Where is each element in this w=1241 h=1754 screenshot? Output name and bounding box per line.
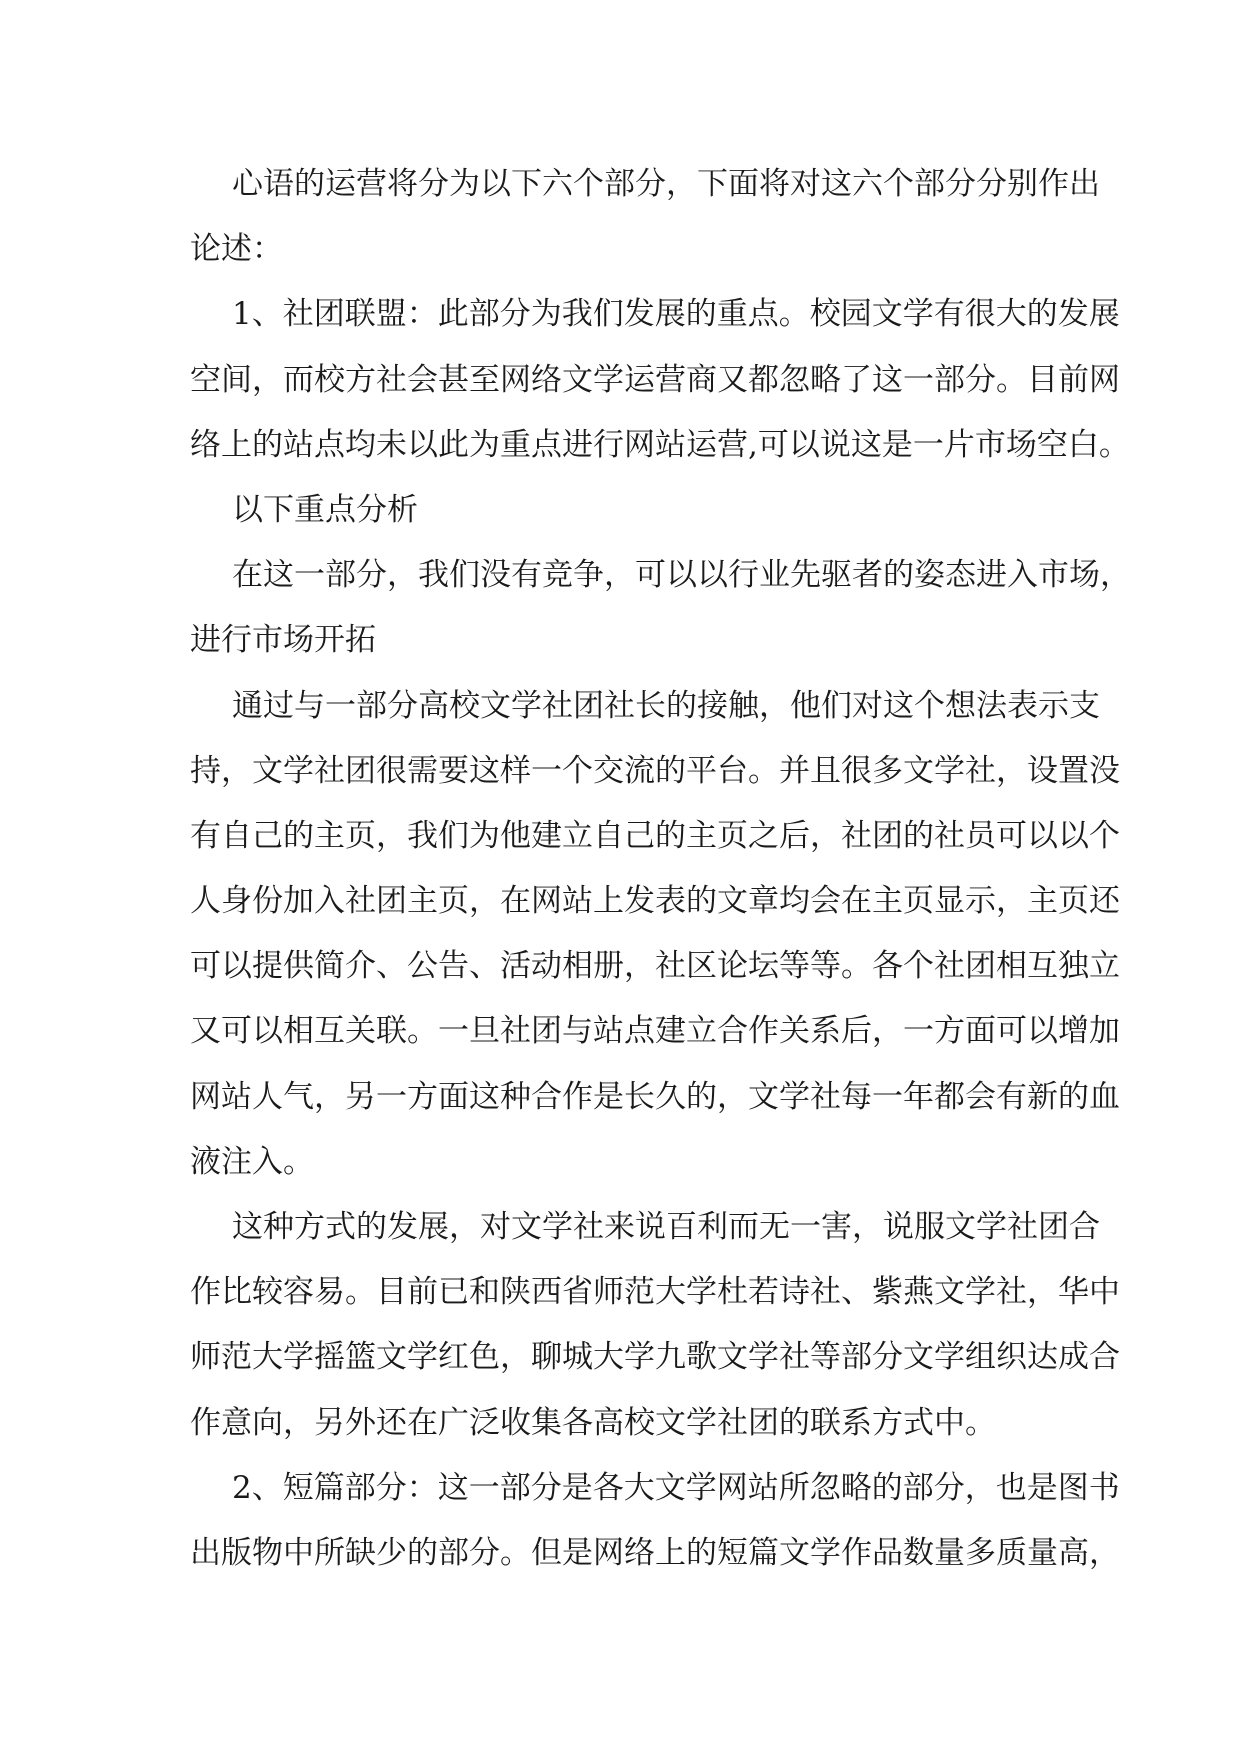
paragraph-line: 又可以相互关联。一旦社团与站点建立合作关系后，一方面可以增加 — [190, 1013, 1120, 1050]
paragraph-line: 1、社团联盟：此部分为我们发展的重点。校园文学有很大的发展 — [232, 296, 1120, 333]
paragraph-line: 络上的站点均未以此为重点进行网站运营,可以说这是一片市场空白。 — [190, 426, 1130, 463]
paragraph-line: 网站人气，另一方面这种合作是长久的，文学社每一年都会有新的血 — [190, 1078, 1120, 1115]
body-text — [190, 152, 1131, 1586]
paragraph-line: 有自己的主页，我们为他建立自己的主页之后，社团的社员可以以个 — [190, 817, 1120, 854]
paragraph-line: 这种方式的发展，对文学社来说百利而无一害，说服文学社团合 — [232, 1209, 1100, 1245]
paragraph-line: 空间，而校方社会甚至网络文学运营商又都忽略了这一部分。目前网 — [190, 361, 1120, 398]
paragraph-line: 人身份加入社团主页，在网站上发表的文章均会在主页显示，主页还 — [190, 883, 1120, 920]
paragraph-line: 在这一部分，我们没有竞争，可以以行业先驱者的姿态进入市场， — [232, 557, 1131, 594]
paragraph-line: 作比较容易。目前已和陕西省师范大学杜若诗社、紫燕文学社，华中 — [190, 1274, 1120, 1311]
paragraph-line: 通过与一部分高校文学社团社长的接触，他们对这个想法表示支 — [232, 687, 1100, 724]
paragraph-line: 出版物中所缺少的部分。但是网络上的短篇文学作品数量多质量高， — [190, 1534, 1120, 1571]
paragraph-line: 液注入。 — [190, 1143, 314, 1180]
paragraph-line: 心语的运营将分为以下六个部分，下面将对这六个部分分别作出 — [232, 166, 1100, 202]
paragraph-line: 作意向，另外还在广泛收集各高校文学社团的联系方式中。 — [190, 1404, 996, 1441]
paragraph-line: 可以提供简介、公告、活动相册，社区论坛等等。各个社团相互独立 — [190, 948, 1120, 985]
paragraph-line: 师范大学摇篮文学红色，聊城大学九歌文学社等部分文学组织达成合 — [190, 1339, 1120, 1376]
paragraph-line: 进行市场开拓 — [190, 622, 376, 659]
paragraph-line: 论述： — [190, 231, 283, 268]
paragraph-line: 2、短篇部分：这一部分是各大文学网站所忽略的部分，也是图书 — [232, 1469, 1120, 1506]
paragraph-line: 以下重点分析 — [232, 491, 418, 528]
paragraph-line: 持，文学社团很需要这样一个交流的平台。并且很多文学社，设置没 — [190, 752, 1120, 789]
